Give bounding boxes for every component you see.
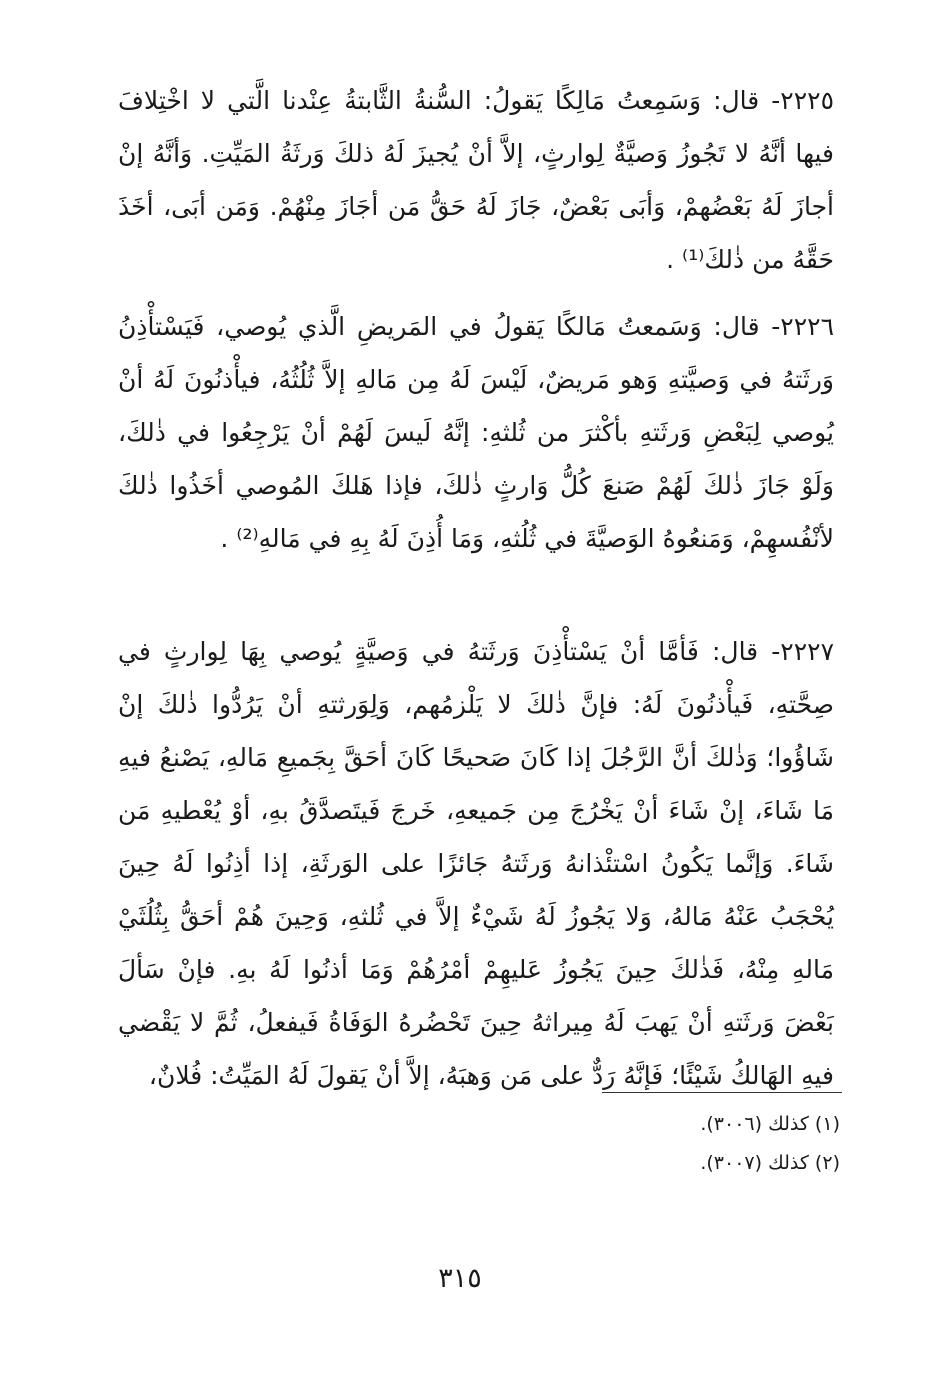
footnote-2: (٢) كذلك (٣٠٠٧). (700, 1152, 840, 1174)
footnote-1: (١) كذلك (٣٠٠٦). (700, 1113, 840, 1135)
paragraph-2227: ٢٢٢٧- قال: فَأمَّا أنْ يَسْتأْذِنَ وَرثَتهُ في وَصيَّةٍ يُوصي بِهَا لِوارثٍ في صِحَّتهِ، فَيأْذنُونَ لَهُ: فإنَّ ذٰلكَ لا يَلْزمُهم، وَلِوَرثتهِ أنْ يَرُدُّوا ذٰلكَ إنْ شَاؤُوا؛ وَذٰلكَ أنَّ الرَّجُلَ إذا كَانَ صَحيحًا كَانَ أحَقَّ بِجَميعِ مَالهِ، يَصْنعُ فيهِ مَا شَاءَ، إنْ شَاءَ أنْ يَخْرُجَ مِن جَميعهِ، خَرجَ فَيتَصدَّقُ بهِ، أوْ يُعْطيهِ مَن شَاءَ. وَإنَّما يَكُونُ اسْتئْذانهُ وَرثَتهُ جَائزًا على الوَرثَةِ، إذا أذِنُوا لَهُ حِينَ يُحْجَبُ عَنْهُ مَالهُ، وَلا يَجُوزُ لَهُ شَيْءٌ إلاَّ في ثُلثهِ، وَحِينَ هُمْ أحَقُّ بِثُلُثَيْ مَالهِ مِنْهُ، فَذٰلكَ حِينَ يَجُوزُ عَليهِمْ أمْرُهُمْ وَمَا أذنُوا لَهُ بهِ. فإنْ سَألَ بَعْضَ وَرثَتهِ أنْ يَهبَ لَهُ مِيراثهُ حِينَ تَحْضُرهُ الوَفَاةُ فَيفعلُ، ثُمَّ لا يَقْضي فيهِ الهَالكُ شَيْئًا؛ فَإنَّهُ رَدٌّ على مَن وَهبَهُ، إلاَّ أنْ يَقولَ لَهُ المَيِّتُ: فُلانٌ، (118, 637, 834, 1090)
paragraph-2226: ٢٢٢٦- قال: وَسَمعتُ مَالكًا يَقولُ في المَريضِ الَّذي يُوصي، فَيَسْتأْذِنُ وَرثَتهُ في وَصيَّتهِ وَهو مَريضٌ، لَيْسَ لَهُ مِن مَالهِ إلاَّ ثُلُثُهُ، فيأْذنُونَ لَهُ أنْ يُوصي لِبَعْضِ وَرثَتهِ بأكْثرَ من ثُلثهِ: إنَّهُ لَيسَ لَهُمْ أنْ يَرْجِعُوا في ذٰلكَ، وَلَوْ جَازَ ذٰلكَ لَهُمْ صَنعَ كُلُّ وَارثٍ ذٰلكَ، فإذا هَلكَ المُوصي أخَذُوا ذٰلكَ لأنْفُسهِمْ، وَمَنعُوهُ الوَصيَّةَ في ثُلُثهِ، وَمَا أُذِنَ لَهُ بِهِ في مَالهِ⁽²⁾ . (118, 312, 834, 553)
footnote-divider (602, 1092, 842, 1093)
page-number: ٣١٥ (438, 1263, 482, 1294)
paragraph-2225: ٢٢٢٥- قال: وَسَمِعتُ مَالِكًا يَقولُ: السُّنةُ الثَّابتةُ عِنْدنا الَّتي لا اخْتِلافَ فيها أنَّهُ لا تَجُوزُ وَصيَّةٌ لِوارثٍ، إلاَّ أنْ يُجيزَ لَهُ ذلكَ وَرثَةُ المَيِّتِ. وَأنَّهُ إنْ أجازَ لَهُ بَعْضُهمْ، وَأبَى بَعْضٌ، جَازَ لَهُ حَقُّ مَن أجَازَ مِنْهُمْ. وَمَن أبَى، أخَذَ حَقَّهُ من ذٰلكَ⁽¹⁾ . (118, 86, 834, 274)
